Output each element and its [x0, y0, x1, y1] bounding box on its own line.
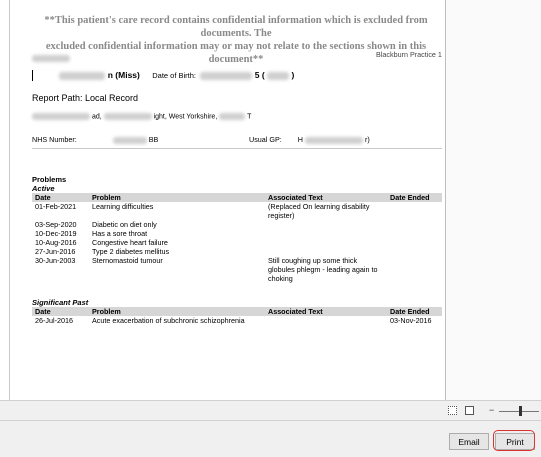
- address-part-1: ad,: [91, 113, 102, 121]
- cell-problem: Congestive heart failure: [92, 238, 168, 247]
- table-row: [32, 247, 442, 256]
- nhs-number-value: BB: [148, 135, 159, 144]
- column-header-date: Date: [32, 193, 89, 202]
- column-header-date: Date: [32, 307, 89, 316]
- zoom-out-icon[interactable]: −: [489, 405, 495, 415]
- cell-date-ended: [387, 202, 442, 220]
- table-row: [32, 316, 442, 325]
- cell-date-ended: [387, 220, 442, 229]
- cell-date: 01-Feb-2021: [35, 202, 77, 211]
- redaction-block: [59, 72, 105, 80]
- cell-problem: Sternomastoid tumour: [92, 256, 163, 265]
- table-header-row: [32, 193, 442, 202]
- redaction-block: [267, 72, 289, 80]
- nhs-number-label: NHS Number:: [32, 135, 77, 144]
- page-left-edge: [9, 0, 10, 400]
- redaction-block: [32, 55, 70, 62]
- table-row: [32, 220, 442, 229]
- cell-date: 26-Jul-2016: [35, 316, 73, 325]
- usual-gp-prefix: H: [297, 135, 303, 144]
- usual-gp: [249, 135, 370, 144]
- cell-date: 10-Dec-2019: [35, 229, 77, 238]
- cell-problem: Acute exacerbation of subchronic schizophrenia: [92, 316, 245, 325]
- active-problems-label: Active: [32, 184, 55, 193]
- practice-name: Blackburn Practice 1: [376, 50, 442, 59]
- cell-problem: Learning difficulties: [92, 202, 154, 211]
- nhs-number: [32, 135, 158, 144]
- column-header-problem: Problem: [89, 307, 265, 316]
- confidentiality-banner-line2: excluded confidential information may or may not relate to the sections shown in this document**: [45, 41, 427, 65]
- problems-title: Problems: [32, 175, 67, 184]
- page-view-icon[interactable]: [465, 406, 474, 415]
- column-header-associated-text: Associated Text: [265, 307, 387, 316]
- usual-gp-label: Usual GP:: [249, 135, 282, 144]
- cell-associated-text: Still coughing up some thick globules phlegm - leading again to choking: [268, 256, 378, 283]
- cell-associated-text: [265, 238, 387, 247]
- table-row: [32, 238, 442, 247]
- patient-address: ad, ight, West Yorkshire, T: [32, 113, 251, 120]
- cell-problem: Has a sore throat: [92, 229, 148, 238]
- patient-line-marker: [32, 70, 33, 81]
- patient-name: n (Miss): [107, 70, 140, 80]
- redacted-reference: [32, 50, 70, 68]
- zoom-slider-thumb[interactable]: [519, 406, 522, 416]
- address-part-2: ight, West Yorkshire,: [153, 113, 218, 121]
- cell-date-ended: [387, 229, 442, 238]
- cell-date-ended: [387, 256, 442, 283]
- cell-date: 10-Aug-2016: [35, 238, 77, 247]
- significant-past-table: [32, 307, 442, 325]
- cell-problem: Diabetic on diet only: [92, 220, 157, 229]
- cell-associated-text: [265, 220, 387, 229]
- column-header-date-ended: Date Ended: [387, 193, 442, 202]
- cell-date-ended: [387, 238, 442, 247]
- redaction-block: [219, 113, 245, 120]
- confidentiality-banner-line1: **This patient's care record contains confidential information which is excluded from documents. The: [44, 15, 428, 39]
- email-button[interactable]: Email: [449, 433, 489, 450]
- report-path: Report Path: Local Record: [32, 93, 139, 103]
- table-header-row: [32, 307, 442, 316]
- table-row: [32, 202, 442, 220]
- cell-associated-text: (Replaced On learning disability register): [268, 202, 370, 220]
- dob-close: ): [291, 70, 295, 80]
- footer-bar: [0, 420, 445, 457]
- cell-date-ended: [387, 247, 442, 256]
- redaction-block: [113, 137, 147, 144]
- cell-associated-text: [265, 316, 387, 325]
- table-row: [32, 229, 442, 238]
- redaction-block: [200, 72, 252, 80]
- redaction-block: [104, 113, 152, 120]
- zoom-controls: [445, 400, 541, 420]
- cell-date: 03-Sep-2020: [35, 220, 77, 229]
- redaction-block: [32, 113, 90, 120]
- column-header-problem: Problem: [89, 193, 265, 202]
- side-panel: [445, 0, 541, 457]
- cell-date-ended: 03-Nov-2016: [390, 316, 432, 325]
- section-divider: [32, 148, 442, 149]
- patient-line: [32, 70, 294, 81]
- column-header-associated-text: Associated Text: [265, 193, 387, 202]
- table-row: [32, 256, 442, 283]
- cell-date: 27-Jun-2016: [35, 247, 76, 256]
- cell-associated-text: [265, 247, 387, 256]
- redaction-block: [305, 137, 363, 144]
- status-bar: [0, 400, 445, 420]
- cell-associated-text: [265, 229, 387, 238]
- active-problems-table: [32, 193, 442, 283]
- usual-gp-value: r): [364, 135, 370, 144]
- significant-past-label: Significant Past: [32, 298, 89, 307]
- dob-label: Date of Birth:: [152, 71, 197, 80]
- dob-value: 5 (: [254, 70, 265, 80]
- footer-actions: [445, 420, 541, 457]
- print-button[interactable]: Print: [495, 433, 535, 450]
- column-header-date-ended: Date Ended: [387, 307, 442, 316]
- cell-problem: Type 2 diabetes mellitus: [92, 247, 170, 256]
- cell-date: 30-Jun-2003: [35, 256, 76, 265]
- fit-page-icon[interactable]: [448, 406, 457, 415]
